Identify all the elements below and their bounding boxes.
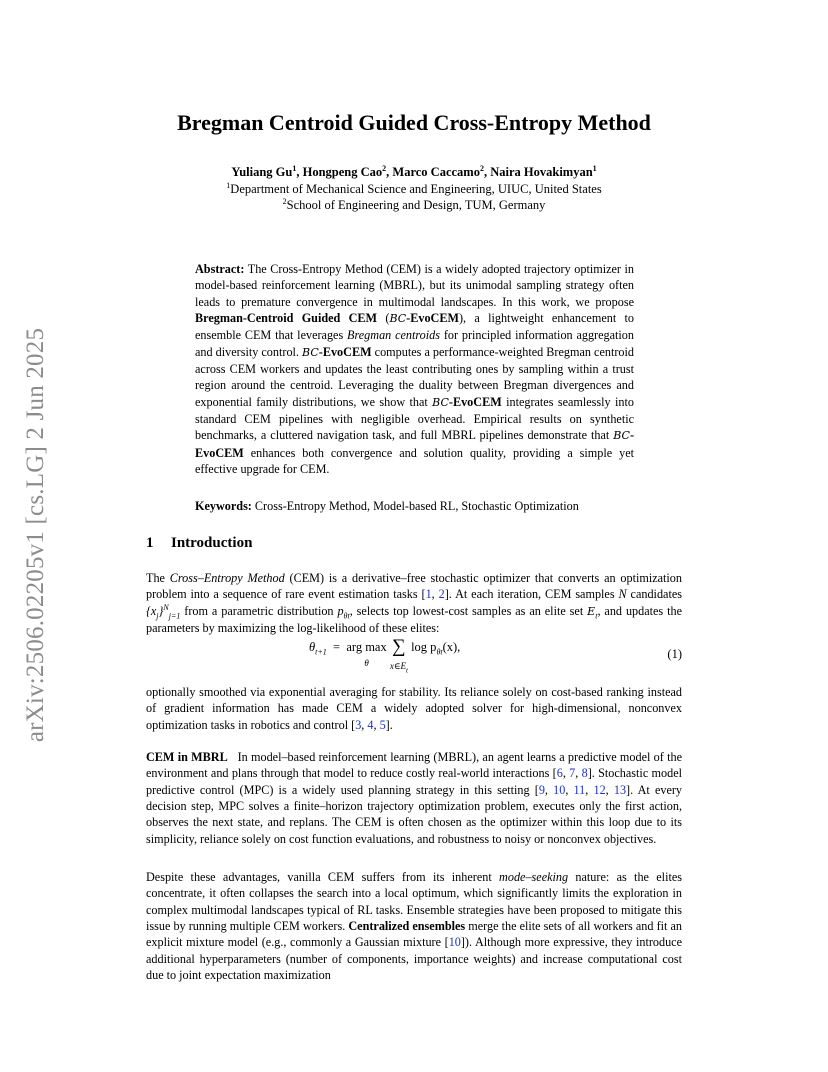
abstract-text: for principled information aggregation and diversity control. [195,328,634,359]
paper-title: Bregman Centroid Guided Cross-Entropy Method [177,110,651,135]
equation-body [309,636,461,675]
math-symbol: N [618,587,627,602]
author-name: Hongpeng Cao [302,165,383,179]
equation-number: (1) [667,647,682,661]
math-operator: log p [411,640,437,654]
argmax-operator [346,640,386,670]
text: nature: as the elites concentrate, it often collapses the search into a local optimum, which significantly limits the exploration in complex multimodal landscapes typical of RL tasks. Ensemble strategies have been proposed to mitigate this issue by running multiple CEM workers. [146,870,682,934]
math-symbol: } [158,603,164,618]
text: In model–based reinforcement learning (MBRL), an agent learns a predictive model of the environment and plans through that model to reduce costly real-world interactions [ [146,750,686,781]
citation-link[interactable]: 3 [355,717,362,732]
text: , [562,766,570,781]
citation-link[interactable]: 9 [538,782,545,797]
citation-link[interactable]: 11 [573,782,586,797]
author-name: Yuliang Gu [231,165,293,179]
affiliation-text: Department of Mechanical Science and Engineering, UIUC, United States [230,181,602,196]
method-name: -EvoCEM [448,394,502,409]
math-symbol: BC [302,345,319,359]
text: ]. At every decision step, MPC solves a finite–horizon trajectory optimization problem, executes only the first action, observes the next state, and replans. The CEM is often chosen as the optimizer within this loop due to its simplicity, reliance solely on cost function evaluations, and robustness to noisy or nonconvex objectives. [146,782,683,846]
math-set [146,602,181,621]
math-symbol: p [337,603,344,618]
abstract-text: integrates seamlessly into standard CEM pipelines with negligible overhead. Empirical results on synthetic benchmarks, a cluttered navigation task, and full MBRL pipelines demonstrate that [195,394,634,443]
affiliation-marker: 1 [226,180,231,190]
sum-operator [390,636,408,673]
citation-link[interactable]: 1 [425,587,432,602]
arxiv-stamp [16,300,56,770]
citation-link[interactable]: 10 [448,935,461,950]
math-sub: j=1 [168,611,181,621]
math-sub: x∈E [389,661,406,671]
text: , [575,766,582,781]
text: , [544,782,554,797]
math-symbol: {x [146,603,157,618]
affiliation-1 [0,181,828,198]
text: , and updates the parameters by maximizing the log-likelihood of these elites: [146,603,683,636]
affiliation-marker: 2 [382,163,387,173]
citation-link[interactable]: 8 [581,766,588,781]
paragraph-2 [146,684,682,733]
emphasis: Cross–Entropy Method [169,571,285,585]
text: ]. [385,717,393,732]
keywords-label: Keywords: [195,499,252,513]
math-symbol: = [333,640,341,654]
math-sub: θt [436,647,443,657]
abstract-label: Abstract: [195,262,245,276]
text: The [146,571,170,585]
text: Despite these advantages, vanilla CEM suffers from its inherent [146,870,500,884]
author-name: Naira Hovakimyan [490,165,593,179]
text: ]. At each iteration, CEM samples [444,587,619,602]
text: ]. Stochastic model predictive control (MPC) is a widely used planning strategy in this setting [ [146,766,683,797]
author-name: Marco Caccamo [392,165,480,179]
math-symbol: E [587,604,596,618]
abstract-text: computes a performance-weighted Bregman centroid across CEM workers and updates the least contributing ones by sampling within a trust region around the centroid. Leveraging the duality between Bregman divergences and exponential family distributions, we show that [195,344,634,409]
math-operator: arg max [346,640,387,654]
section-heading [146,535,252,552]
section-number: 1 [146,535,154,551]
citation-link[interactable]: 6 [556,766,563,781]
affiliation-marker: 2 [282,196,287,206]
abstract-text: The Cross-Entropy Method (CEM) is a widely adopted trajectory optimizer in model-based reinforcement learning (MBRL), but its unimodal sampling strategy often leads to premature convergence in multimodal landscapes. In this work, we propose [195,262,635,309]
affiliation-text: School of Engineering and Design, TUM, Germany [286,198,546,212]
paragraph-cem-in-mbrl [146,749,686,847]
citation-link[interactable]: 10 [553,782,566,797]
emphasis: mode–seeking [499,870,569,884]
abstract-text: enhances both convergence and solution quality, providing a simple yet effective upgrade for CEM. [195,445,634,477]
citation-link[interactable]: 5 [379,717,386,732]
text: , [431,587,439,602]
affiliation-marker: 1 [292,163,297,173]
method-name: -EvoCEM [318,344,372,359]
text: , [373,717,380,732]
section-title: Introduction [171,535,253,551]
math-sub: θ [364,658,369,668]
author-names: Yuliang Gu$^1$, Hongpeng Cao$^2$, Marco Caccamo$^2$, Naira Hovakimyan$^1$ [231,163,597,179]
affiliation-2 [0,197,828,214]
text: , selects top lowest-cost samples as an elite set [349,603,588,618]
text: merge the elite sets of all workers and fit an explicit mixture model (e.g., commonly a Gaussian mixture [ [146,919,682,950]
citation-link[interactable]: 2 [438,587,445,602]
abstract-text: ( [377,311,390,326]
text: , [565,782,574,797]
text: , [605,782,614,797]
intro-paragraph [146,570,682,636]
text: (CEM) is a derivative–free stochastic optimizer that converts an optimization problem into a sequence of rare event estimation tasks [ [146,571,682,602]
method-name: -EvoCEM [406,311,459,326]
abstract-text: ), a lightweight enhancement to ensemble CEM that leverages [195,311,634,343]
arxiv-stamp-text: arXiv:2506.02205v1 [cs.LG] 2 Jun 2025 [22,327,49,743]
citation-link[interactable]: 12 [593,782,606,797]
math-sub: t [595,611,598,621]
citation-link[interactable]: 13 [613,782,627,797]
affiliation-marker: 2 [479,163,484,173]
affiliation-marker: 1 [592,163,597,173]
math-symbol: BC [389,312,407,326]
text: , [585,782,594,797]
text: candidates [626,587,682,602]
method-name: Bregman-Centroid Guided CEM [195,311,378,326]
math-symbol: θ [309,640,316,654]
method-name: -EvoCEM [195,428,634,460]
math-symbol: ∑ [392,636,406,657]
text: , [361,717,368,732]
math-sub: j [156,611,159,621]
paragraph-4 [146,869,682,983]
author-block [0,164,828,214]
keywords-text: Cross-Entropy Method, Model-based RL, Stochastic Optimization [254,499,579,513]
text: optionally smoothed via exponential averaging for stability. Its reliance solely on cost-based ranking instead of gradient information has made CEM a widely adopted solver for high-dimensional, nonconvex optimization tasks in robotics and control [ [146,685,682,732]
text: ]). Although more expressive, they introduce additional hyperparameters (number of components, importance weights) and increase computational cost due to joint expectation maximization [146,935,682,983]
text: from a parametric distribution [180,603,338,618]
citation-link[interactable]: 4 [367,717,374,732]
emphasis: Centralized ensembles [348,919,466,934]
paragraph-heading: CEM in MBRL [146,750,228,764]
math-sub: θt [343,611,350,621]
equation-1 [146,636,682,682]
math-sup: N [163,602,169,612]
math-sub: t+1 [315,647,327,657]
keywords [195,499,634,514]
math-symbol: BC [613,429,630,443]
math-sub: t [406,666,408,675]
citation-link[interactable]: 7 [569,766,576,781]
abstract [195,261,634,477]
emphasis: Bregman centroids [347,328,440,343]
math-symbol: (x), [442,640,461,654]
math-symbol: BC [432,395,449,409]
